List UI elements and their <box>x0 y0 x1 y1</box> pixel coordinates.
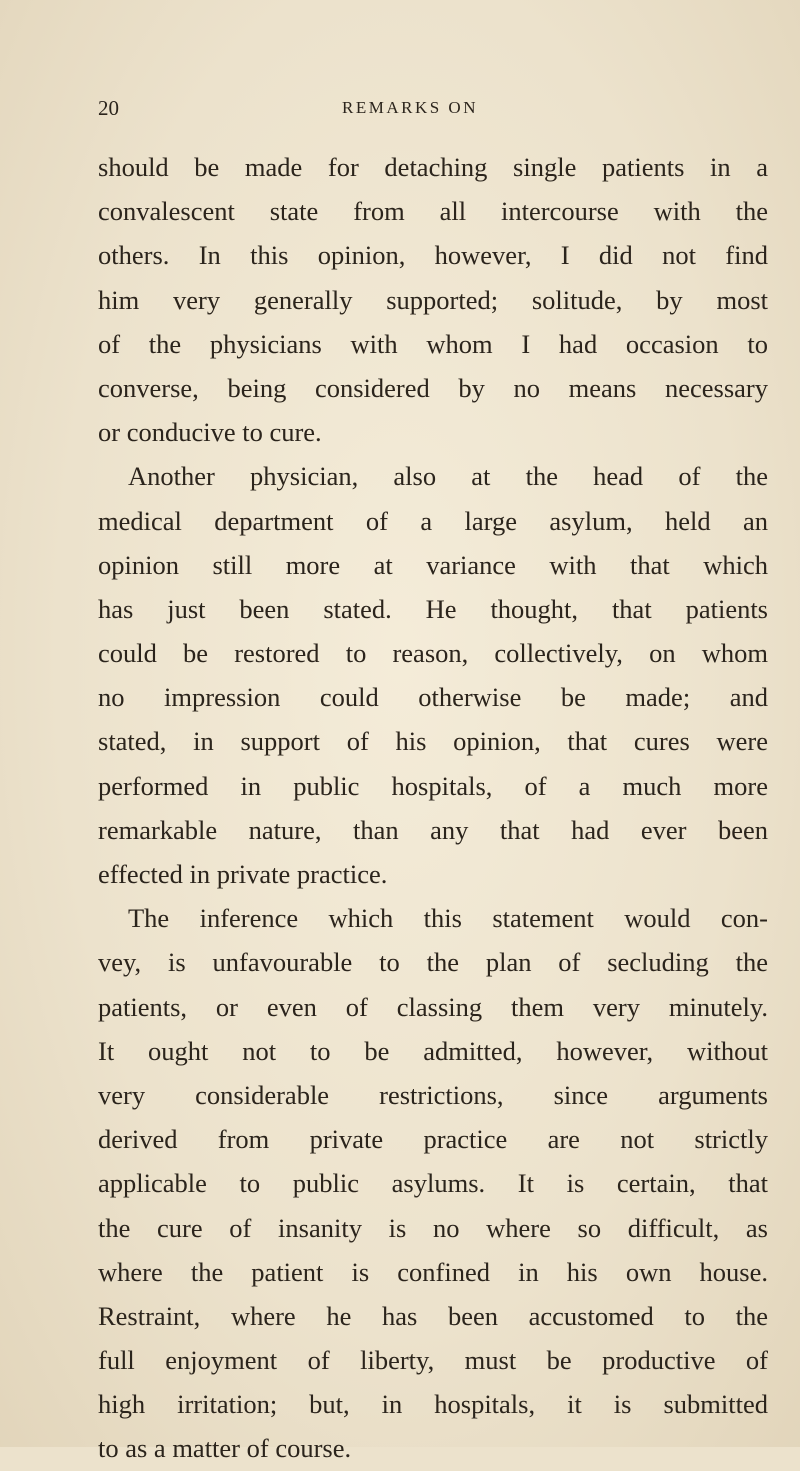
text-line: stated, in support of his opinion, that cures were <box>98 726 768 757</box>
text-line: Restraint, where he has been accustomed to the <box>98 1300 768 1331</box>
text-line: very considerable restrictions, since arguments <box>98 1079 768 1110</box>
text-line: could be restored to reason, collectively, on whom <box>98 638 768 669</box>
page-number: 20 <box>98 96 119 120</box>
text-line: no impression could otherwise be made; and <box>98 682 768 713</box>
text-line: where the patient is confined in his own house. <box>98 1256 768 1287</box>
text-line: medical department of a large asylum, held an <box>98 505 768 536</box>
text-line: vey, is unfavourable to the plan of secluding the <box>98 947 768 978</box>
text-line: Another physician, also at the head of the <box>128 461 768 492</box>
text-line: effected in private practice. <box>98 859 388 889</box>
text-line: of the physicians with whom I had occasion to <box>98 328 768 359</box>
text-line: to as a matter of course. <box>98 1433 352 1464</box>
text-line: convalescent state from all intercourse with the <box>98 196 768 227</box>
text-line: opinion still more at variance with that which <box>98 549 768 580</box>
text-line: has just been stated. He thought, that patients <box>98 593 768 624</box>
text-line: patients, or even of classing them very minutely. <box>98 991 768 1022</box>
text-line: It ought not to be admitted, however, without <box>98 1035 768 1066</box>
text-line: him very generally supported; solitude, by most <box>98 284 768 315</box>
page-header <box>98 96 738 126</box>
text-line: derived from private practice are not strictly <box>98 1124 768 1155</box>
body-text <box>98 145 768 1471</box>
text-line: others. In this opinion, however, I did not find <box>98 240 768 271</box>
text-line: high irritation; but, in hospitals, it is submitted <box>98 1389 768 1420</box>
text-line: full enjoyment of liberty, must be productive of <box>98 1345 768 1376</box>
text-line: applicable to public asylums. It is certain, that <box>98 1168 768 1199</box>
text-line: or conducive to cure. <box>98 417 322 448</box>
text-line: The inference which this statement would con- <box>128 903 768 934</box>
text-line: the cure of insanity is no where so difficult, as <box>98 1212 768 1243</box>
text-line: remarkable nature, than any that had ever been <box>98 814 768 845</box>
text-line: converse, being considered by no means necessary <box>98 372 768 403</box>
running-head: REMARKS ON <box>342 98 478 117</box>
text-line: performed in public hospitals, of a much more <box>98 770 768 801</box>
text-line: should be made for detaching single patients in a <box>98 152 768 182</box>
